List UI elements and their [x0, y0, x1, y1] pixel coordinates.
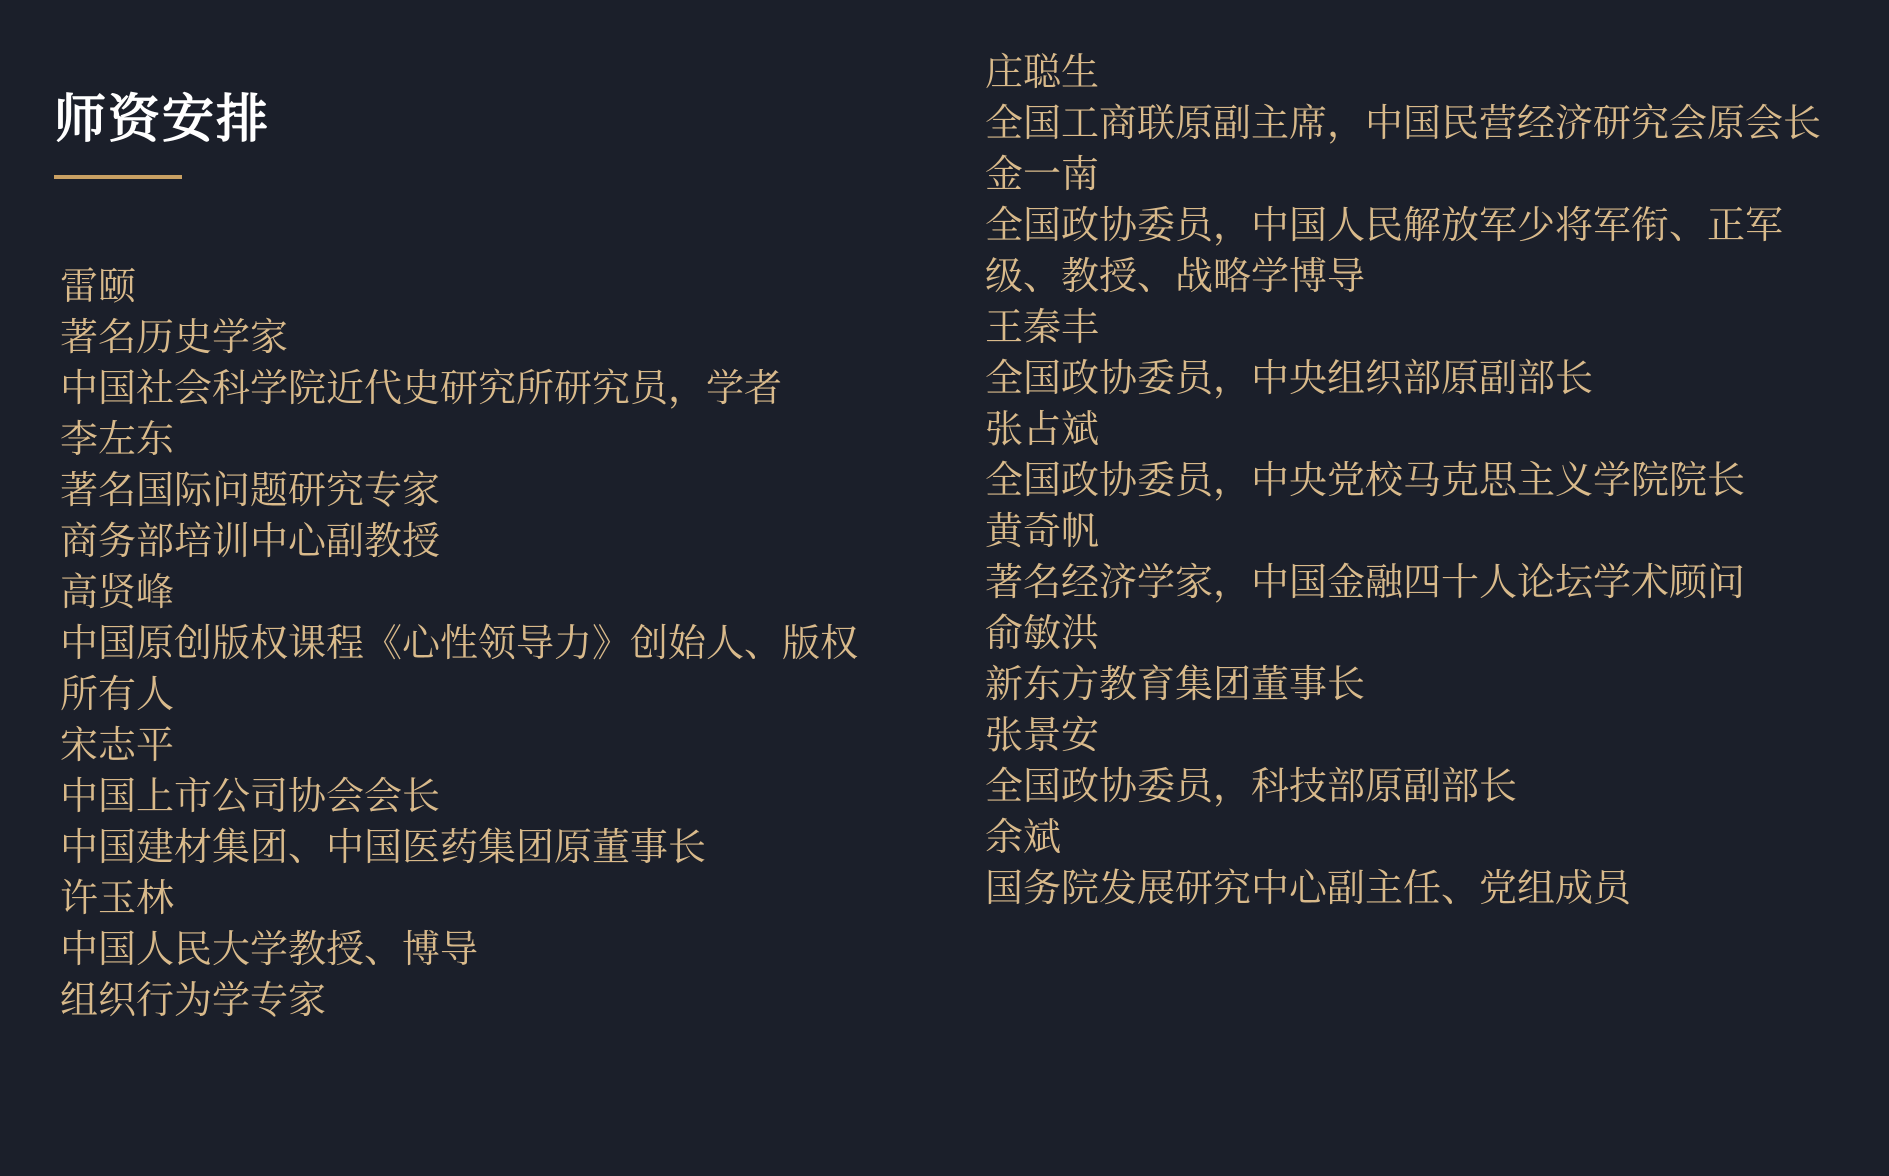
faculty-desc: 著名国际问题研究专家 商务部培训中心副教授	[60, 470, 441, 563]
faculty-desc: 中国人民大学教授、博导 组织行为学专家	[60, 929, 479, 1022]
list-item	[985, 303, 1845, 405]
faculty-name: 黄奇帆	[985, 511, 1100, 553]
faculty-name: 许玉林	[60, 878, 175, 920]
faculty-desc: 国务院发展研究中心副主任、党组成员	[985, 868, 1632, 910]
faculty-desc: 著名经济学家，中国金融四十人论坛学术顾问	[985, 562, 1746, 604]
faculty-desc: 新东方教育集团董事长	[985, 664, 1366, 706]
list-item	[985, 405, 1845, 507]
faculty-desc: 全国政协委员，中国人民解放军少将军衔、正军级、教授、战略学博导	[985, 205, 1784, 298]
list-item	[985, 48, 1845, 150]
faculty-desc: 著名历史学家 中国社会科学院近代史研究所研究员，学者	[60, 317, 783, 410]
faculty-column-right	[985, 48, 1845, 915]
list-item	[60, 568, 890, 721]
list-item	[985, 813, 1845, 915]
list-item	[985, 507, 1845, 609]
faculty-name: 雷颐	[60, 266, 137, 308]
faculty-desc: 全国政协委员，中央组织部原副部长	[985, 358, 1594, 400]
page-title: 师资安排	[54, 91, 271, 149]
faculty-desc: 中国上市公司协会会长 中国建材集团、中国医药集团原董事长	[60, 776, 707, 869]
list-item	[60, 262, 890, 415]
list-item	[60, 415, 890, 568]
faculty-desc: 全国工商联原副主席，中国民营经济研究会原会长	[985, 103, 1822, 145]
faculty-name: 俞敏洪	[985, 613, 1100, 655]
faculty-desc: 中国原创版权课程《心性领导力》创始人、版权所有人	[60, 623, 859, 716]
faculty-name: 李左东	[60, 419, 175, 461]
faculty-name: 张景安	[985, 715, 1100, 757]
list-item	[60, 874, 890, 1027]
list-item	[60, 721, 890, 874]
faculty-desc: 全国政协委员，科技部原副部长	[985, 766, 1518, 808]
faculty-name: 高贤峰	[60, 572, 175, 614]
list-item	[985, 150, 1845, 303]
faculty-name: 余斌	[985, 817, 1062, 859]
faculty-name: 张占斌	[985, 409, 1100, 451]
faculty-desc: 全国政协委员，中央党校马克思主义学院院长	[985, 460, 1746, 502]
faculty-column-left	[60, 262, 890, 1027]
list-item	[985, 711, 1845, 813]
faculty-name: 宋志平	[60, 725, 175, 767]
list-item	[985, 609, 1845, 711]
faculty-name: 王秦丰	[985, 307, 1100, 349]
faculty-name: 庄聪生	[985, 52, 1100, 94]
faculty-name: 金一南	[985, 154, 1100, 196]
